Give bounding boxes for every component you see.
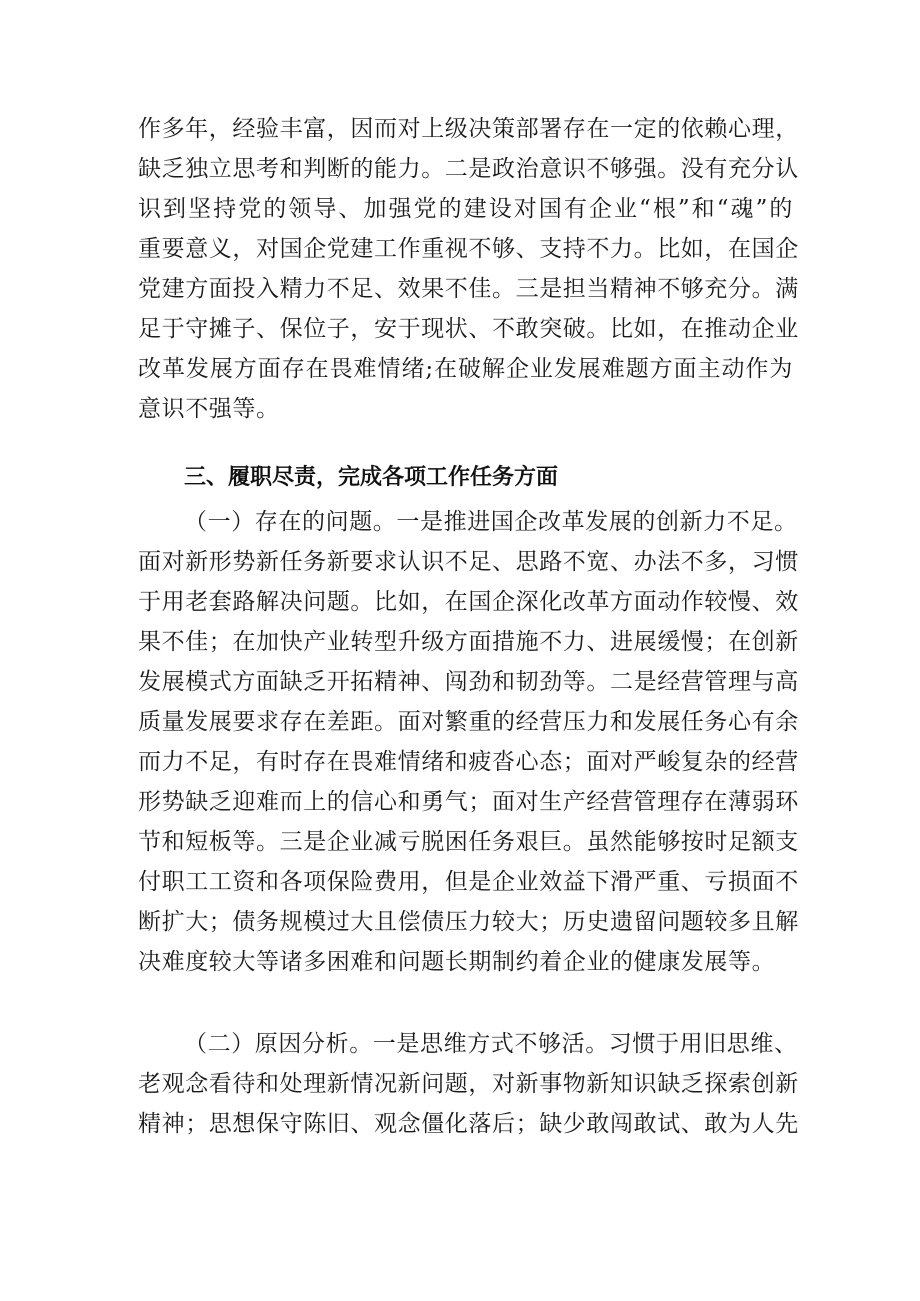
text-line: 发展模式方面缺乏开拓精神、闯劲和韧劲等。二是经营管理与高 <box>138 669 799 695</box>
text-line: 决难度较大等诸多困难和问题长期制约着企业的健康发展等。 <box>138 949 776 975</box>
text-line: 果不佳；在加快产业转型升级方面措施不力、进展缓慢；在创新 <box>138 629 799 655</box>
paragraph-problems <box>138 502 799 982</box>
text-line: 节和短板等。三是企业减亏脱困任务艰巨。虽然能够按时足额支 <box>138 829 799 855</box>
text-line: 足于守摊子、保位子，安于现状、不敢突破。比如，在推动企业 <box>138 316 799 342</box>
text-line: 付职工工资和各项保险费用，但是企业效益下滑严重、亏损面不 <box>138 869 799 895</box>
text-line: 质量发展要求存在差距。面对繁重的经营压力和发展任务心有余 <box>138 709 799 735</box>
text-line: 识到坚持党的领导、加强党的建设对国有企业“根”和“魂”的 <box>138 196 793 222</box>
text-line: 作多年，经验丰富，因而对上级决策部署存在一定的依赖心理， <box>138 116 799 142</box>
text-line: 断扩大；债务规模过大且偿债压力较大；历史遗留问题较多且解 <box>138 909 799 935</box>
section-heading: 三、履职尽责，完成各项工作任务方面 <box>184 465 559 490</box>
text-line: 面对新形势新任务新要求认识不足、思路不宽、办法不多，习惯 <box>138 549 799 575</box>
text-line: 意识不强等。 <box>138 396 280 422</box>
paragraph-continuation <box>138 109 799 429</box>
text-line: 精神；思想保守陈旧、观念僵化落后；缺少敢闯敢试、敢为人先 <box>138 1111 799 1137</box>
paragraph-causes <box>138 1024 799 1144</box>
text-line: 党建方面投入精力不足、效果不佳。三是担当精神不够充分。满 <box>138 276 799 302</box>
text-line: 重要意义，对国企党建工作重视不够、支持不力。比如，在国企 <box>138 236 799 262</box>
text-line: 缺乏独立思考和判断的能力。二是政治意识不够强。没有充分认 <box>138 156 799 182</box>
text-line: 改革发展方面存在畏难情绪;在破解企业发展难题方面主动作为 <box>138 356 793 382</box>
text-line: （二）原因分析。一是思维方式不够活。习惯于用旧思维、 <box>184 1031 798 1057</box>
text-line: （一）存在的问题。一是推进国企改革发展的创新力不足。 <box>184 509 798 535</box>
text-line: 形势缺乏迎难而上的信心和勇气；面对生产经营管理存在薄弱环 <box>138 789 799 815</box>
text-line: 而力不足，有时存在畏难情绪和疲沓心态；面对严峻复杂的经营 <box>138 749 799 775</box>
text-line: 于用老套路解决问题。比如，在国企深化改革方面动作较慢、效 <box>138 589 799 615</box>
text-line: 老观念看待和处理新情况新问题，对新事物新知识缺乏探索创新 <box>138 1071 799 1097</box>
